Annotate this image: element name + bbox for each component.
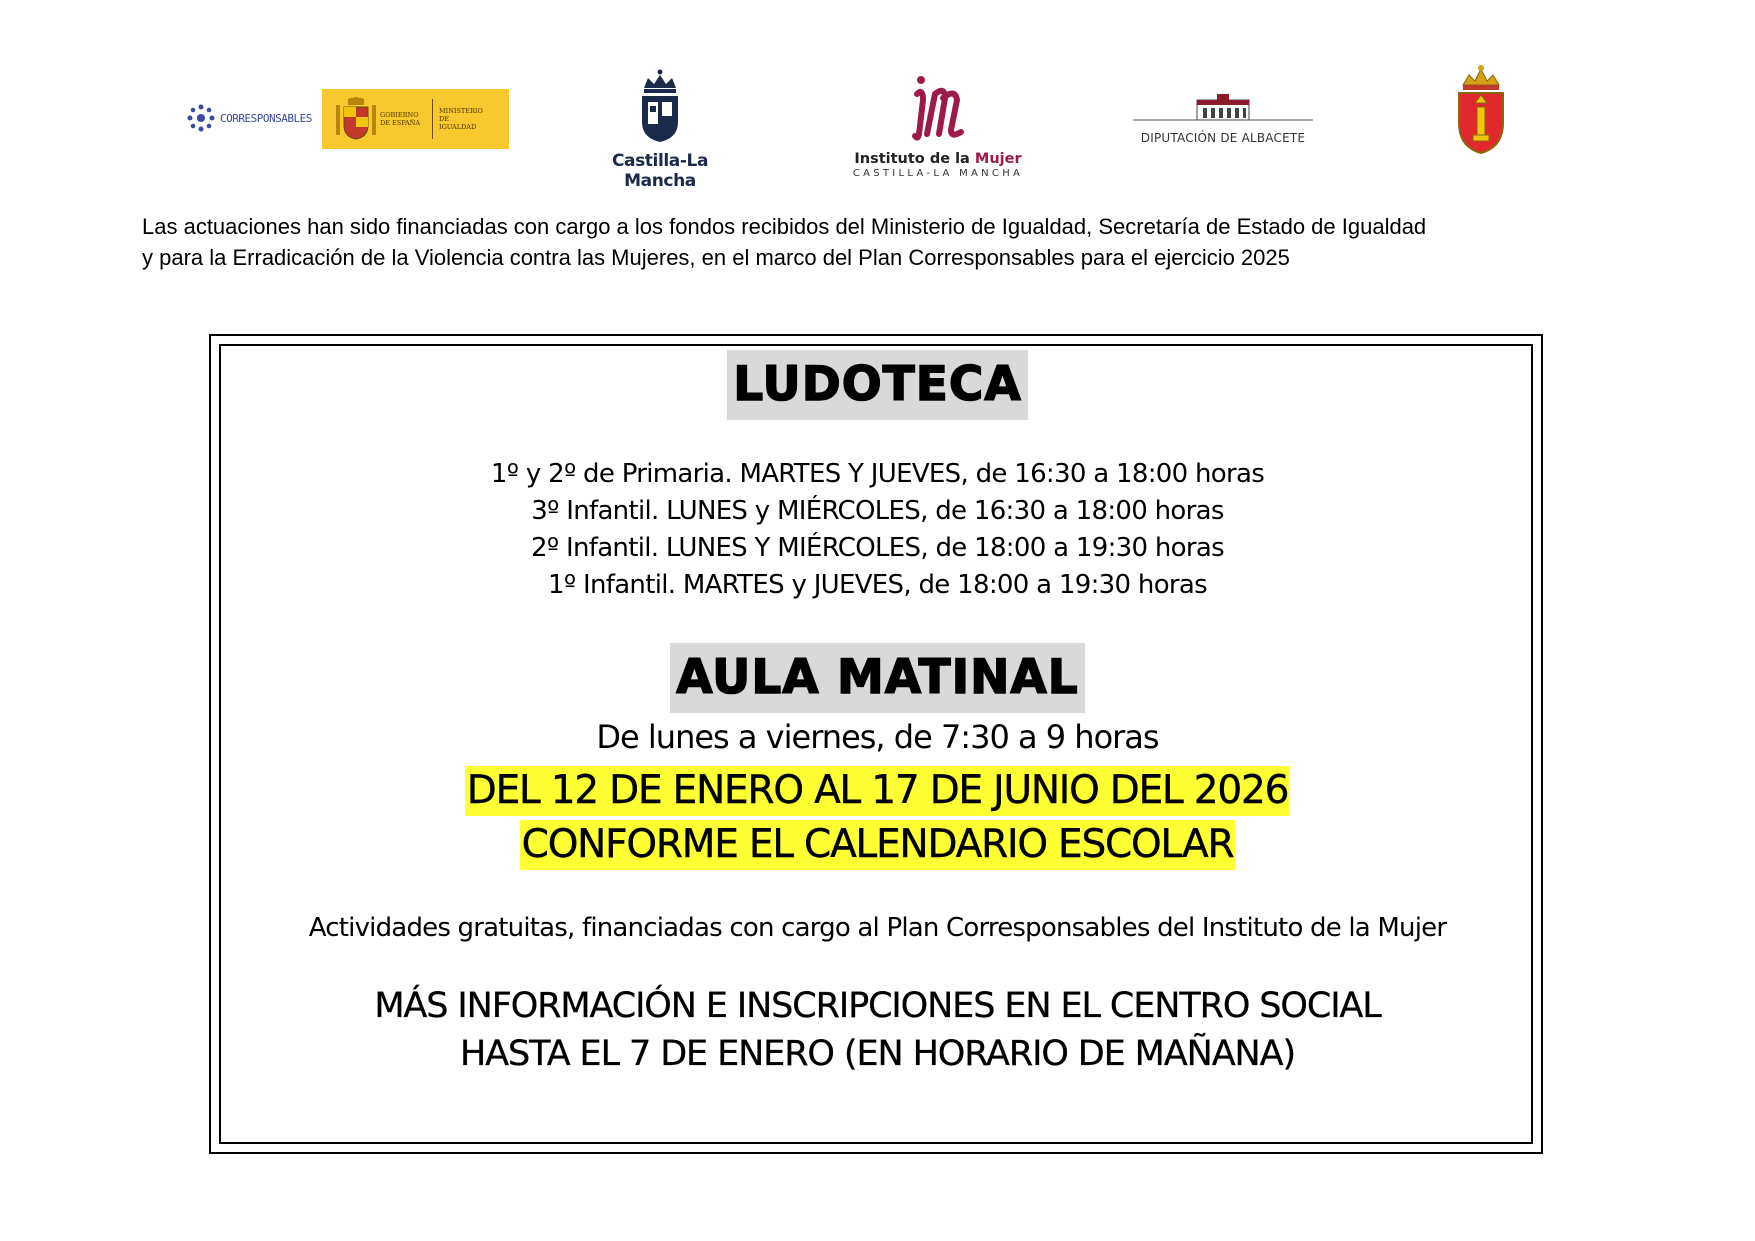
aula-matinal-schedule: De lunes a viernes, de 7:30 a 9 horas (596, 718, 1159, 756)
castilla-la-mancha-label: Castilla-La Mancha (611, 151, 709, 191)
period-dates: DEL 12 DE ENERO AL 17 DE JUNIO DEL 2026 (465, 766, 1291, 816)
ludoteca-schedule-item: 3º Infantil. LUNES y MIÉRCOLES, de 16:30 a 18:00 horas (531, 496, 1224, 526)
aula-matinal-heading-row (0, 643, 1755, 713)
ministerio-label: MINISTERIO DE IGUALDAD (439, 107, 483, 131)
ludoteca-heading-row (0, 350, 1755, 420)
diputacion-albacete-logo (1133, 94, 1313, 150)
instituto-name (838, 151, 1038, 167)
registration-info-line-2: HASTA EL 7 DE ENERO (EN HORARIO DE MAÑANA) (459, 1034, 1296, 1074)
ludoteca-schedule (0, 456, 1755, 604)
instituto-accent: Mujer (974, 151, 1022, 167)
gobierno-label: GOBIERNO DE ESPAÑA (380, 111, 421, 127)
funding-statement (142, 211, 1622, 273)
castilla-la-mancha-logo (575, 68, 745, 191)
registration-info-line-1: MÁS INFORMACIÓN E INSCRIPCIONES EN EL CENTRO SOCIAL (374, 986, 1381, 1026)
instituto-de-la-mujer-logo (838, 72, 1038, 182)
aula-matinal-heading: AULA MATINAL (670, 643, 1084, 713)
school-calendar-row (0, 820, 1755, 870)
castilla-la-mancha-emblem-icon (630, 68, 690, 144)
ludoteca-schedule-item: 2º Infantil. LUNES Y MIÉRCOLES, de 18:00 a 19:30 horas (531, 533, 1224, 563)
diputacion-building-icon (1133, 94, 1313, 124)
ludoteca-heading: LUDOTECA (727, 350, 1027, 420)
corresponsables-label: CORRESPONSABLES (220, 111, 312, 125)
instituto-prefix: Instituto de la (854, 151, 975, 167)
gobierno-ministerio-logo (322, 89, 509, 149)
instituto-subtitle: CASTILLA-LA MANCHA (852, 168, 1024, 179)
corresponsables-logo (186, 100, 312, 136)
municipal-coat-of-arms-icon (1455, 63, 1507, 155)
free-activities-note: Actividades gratuitas, financiadas con cargo al Plan Corresponsables del Instituto de la Mujer (308, 913, 1447, 943)
instituto-m-emblem-icon (883, 72, 993, 148)
diputacion-label: DIPUTACIÓN DE ALBACETE (1140, 131, 1306, 145)
funding-line-2: y para la Erradicación de la Violencia contra las Mujeres, en el marco del Plan Corresponsables para el ejercicio 2025 (142, 245, 1290, 270)
funding-line-1: Las actuaciones han sido financiadas con cargo a los fondos recibidos del Ministerio de Igualdad, Secretaría de Estado de Igualdad (142, 214, 1427, 239)
registration-info (0, 982, 1755, 1078)
ludoteca-schedule-item: 1º Infantil. MARTES y JUEVES, de 18:00 a 19:30 horas (548, 570, 1207, 600)
school-calendar-note: CONFORME EL CALENDARIO ESCOLAR (520, 820, 1236, 870)
period-dates-row (0, 766, 1755, 816)
gobierno-divider (432, 99, 433, 139)
spain-coat-of-arms-icon (332, 95, 380, 143)
corresponsables-emblem-icon (186, 103, 216, 133)
ludoteca-schedule-item: 1º y 2º de Primaria. MARTES Y JUEVES, de 16:30 a 18:00 horas (490, 459, 1265, 489)
